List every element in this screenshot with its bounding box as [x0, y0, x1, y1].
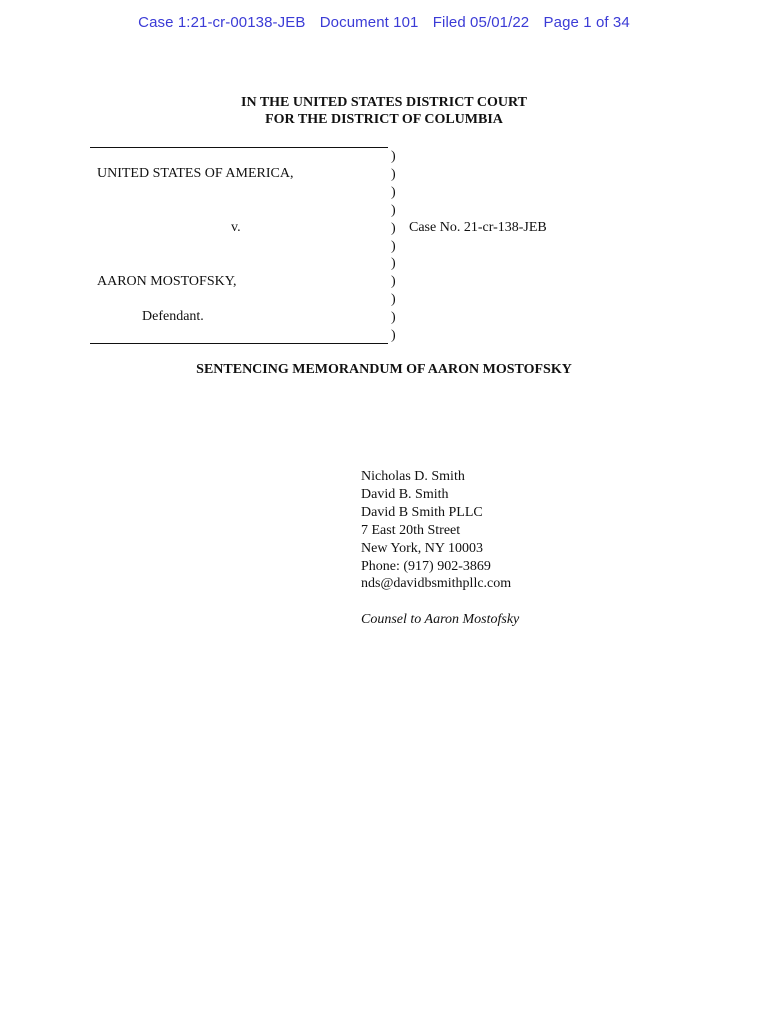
court-line-1: IN THE UNITED STATES DISTRICT COURT [241, 95, 527, 110]
page-indicator: Page 1 of 34 [543, 14, 630, 31]
paren: ) [391, 274, 396, 290]
paren: ) [391, 202, 396, 218]
ecf-header [0, 14, 768, 31]
paren: ) [391, 328, 396, 344]
versus-label: v. [231, 220, 241, 235]
caption-top-rule [90, 147, 388, 148]
document-title: SENTENCING MEMORANDUM OF AARON MOSTOFSKY [196, 362, 572, 377]
paren: ) [391, 256, 396, 272]
counsel-line: 7 East 20th Street [361, 522, 461, 538]
paren: ) [391, 292, 396, 308]
caption-bottom-rule [90, 343, 388, 344]
court-line-2: FOR THE DISTRICT OF COLUMBIA [265, 112, 503, 127]
case-no: Case No. 21-cr-138-JEB [409, 220, 547, 235]
counsel-line: Nicholas D. Smith [361, 469, 465, 484]
counsel-line: David B Smith PLLC [361, 504, 483, 520]
counsel-role: Counsel to Aaron Mostofsky [361, 612, 520, 628]
defendant-role: Defendant. [142, 309, 204, 324]
paren: ) [391, 184, 396, 200]
case-number: Case 1:21-cr-00138-JEB [138, 14, 306, 31]
paren: ) [391, 238, 396, 254]
counsel-block [361, 468, 519, 629]
document-number: Document 101 [319, 14, 419, 31]
counsel-line: New York, NY 10003 [361, 540, 483, 556]
paren: ) [391, 310, 396, 326]
paren: ) [391, 166, 396, 182]
paren: ) [391, 149, 396, 164]
counsel-line: David B. Smith [361, 486, 449, 502]
counsel-email: nds@davidbsmithpllc.com [361, 576, 512, 592]
paren: ) [391, 220, 396, 236]
caption-parentheses [391, 148, 396, 345]
court-heading [0, 94, 768, 128]
counsel-line: Phone: (917) 902-3869 [361, 558, 491, 574]
defendant-name: AARON MOSTOFSKY, [97, 274, 237, 289]
filed-date: Filed 05/01/22 [432, 14, 530, 31]
plaintiff-name: UNITED STATES OF AMERICA, [97, 166, 294, 181]
